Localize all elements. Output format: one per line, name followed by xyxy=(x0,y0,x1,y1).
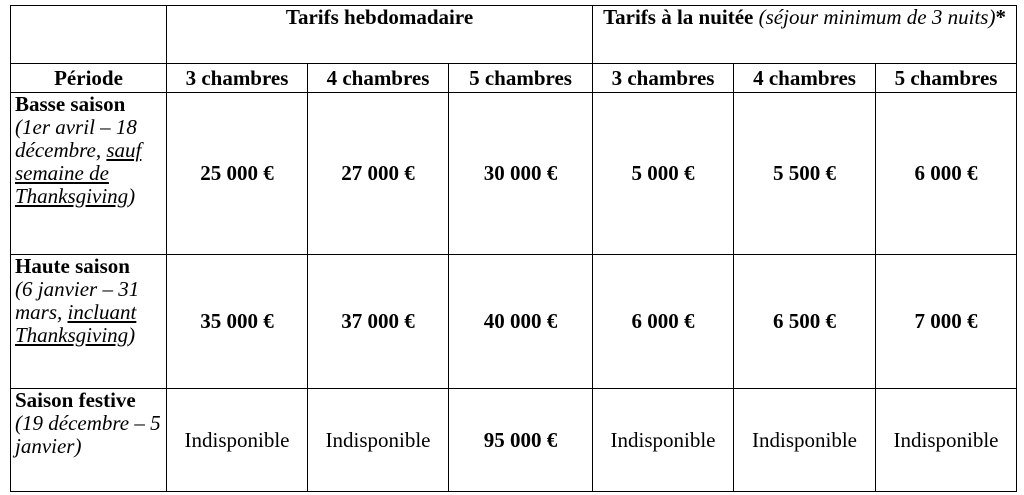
table-row xyxy=(11,93,1017,255)
weekly-3-bedrooms-header: 3 chambres xyxy=(167,64,308,93)
period-detail-close: ) xyxy=(128,323,136,347)
period-exception: sauf semaine de Thanksgiving xyxy=(15,138,142,208)
table-row xyxy=(11,255,1017,389)
unavailable-cell: Indisponible xyxy=(167,389,308,492)
nightly-rates-note: (séjour minimum de 3 nuits) xyxy=(758,5,996,29)
price-cell: 95 000 € xyxy=(449,389,593,492)
column-header-row xyxy=(11,64,1017,93)
price-cell: 6 000 € xyxy=(593,255,734,389)
period-detail-close: ) xyxy=(128,184,136,208)
nightly-3-bedrooms-header: 3 chambres xyxy=(593,64,734,93)
price-cell: 30 000 € xyxy=(449,93,593,255)
price-cell: 25 000 € xyxy=(167,93,308,255)
period-dates: (6 janvier – 31 mars, xyxy=(15,277,140,324)
period-dates: (19 décembre – 5 janvier) xyxy=(15,411,161,458)
weekly-5-bedrooms-header: 5 chambres xyxy=(449,64,593,93)
period-name: Basse saison xyxy=(15,92,126,116)
price-cell: 5 000 € xyxy=(593,93,734,255)
unavailable-cell: Indisponible xyxy=(593,389,734,492)
weekly-4-bedrooms-header: 4 chambres xyxy=(308,64,449,93)
unavailable-cell: Indisponible xyxy=(876,389,1017,492)
nightly-4-bedrooms-header: 4 chambres xyxy=(734,64,876,93)
weekly-rates-title: Tarifs hebdomadaire xyxy=(285,5,474,29)
period-cell xyxy=(11,255,167,389)
empty-corner-cell xyxy=(11,6,167,64)
period-name: Saison festive xyxy=(15,388,136,412)
nightly-rates-asterisk: * xyxy=(995,5,1006,29)
table-row xyxy=(11,389,1017,492)
unavailable-cell: Indisponible xyxy=(734,389,876,492)
price-cell: 37 000 € xyxy=(308,255,449,389)
nightly-5-bedrooms-header: 5 chambres xyxy=(876,64,1017,93)
group-header-row xyxy=(11,6,1017,64)
price-cell: 35 000 € xyxy=(167,255,308,389)
period-detail xyxy=(15,116,162,208)
period-cell xyxy=(11,93,167,255)
price-cell: 6 000 € xyxy=(876,93,1017,255)
price-cell: 5 500 € xyxy=(734,93,876,255)
period-dates: (1er avril – 18 décembre, xyxy=(15,115,137,162)
weekly-rates-header xyxy=(167,6,593,64)
price-cell: 27 000 € xyxy=(308,93,449,255)
rates-table xyxy=(10,5,1017,492)
period-column-header: Période xyxy=(11,64,167,93)
nightly-rates-title: Tarifs à la nuitée xyxy=(603,5,754,29)
price-cell: 40 000 € xyxy=(449,255,593,389)
price-cell: 6 500 € xyxy=(734,255,876,389)
period-name: Haute saison xyxy=(15,254,130,278)
period-detail xyxy=(15,389,162,458)
nightly-rates-header xyxy=(593,6,1017,64)
price-cell: 7 000 € xyxy=(876,255,1017,389)
period-exception: incluant Thanksgiving xyxy=(15,300,137,347)
period-detail xyxy=(15,278,162,347)
period-cell xyxy=(11,389,167,492)
unavailable-cell: Indisponible xyxy=(308,389,449,492)
